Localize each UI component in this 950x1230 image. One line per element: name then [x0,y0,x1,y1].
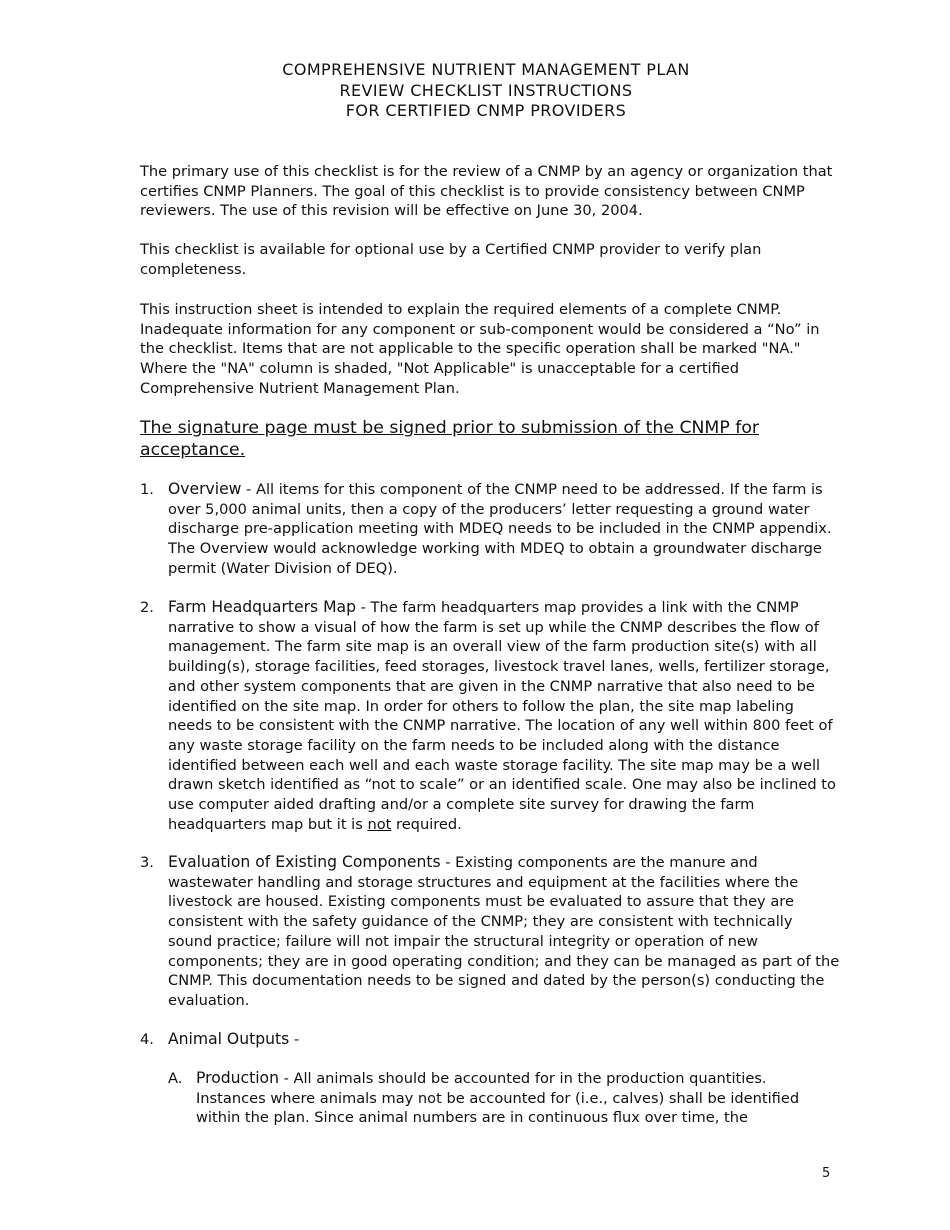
item-heading: Overview [168,480,242,498]
item-number: 3. [140,854,154,871]
sub-item-letter: A. [168,1070,183,1087]
list-item-evaluation-existing-components [140,853,840,1011]
page-number: 5 [822,1166,831,1181]
item-heading: Animal Outputs [168,1030,290,1048]
item-tail: required. [391,815,462,833]
sub-item-text: - All animals should be accounted for in the production quantities. Instances where animals may not be accounted for (i.e., calves) shall be identified within the plan. Since animal numbers are in continuous flux over time, the [196,1070,800,1127]
item-text: - Existing components are the manure and wastewater handling and storage structures and equipment at the facilities where the livestock are housed. Existing components must be evaluated to assure that they are consistent with the safety guidance of the CNMP; they are consistent with technically sound practice; failure will not impair the structural integrity or operation of new components; they are in good operating condition; and they can be managed as part of the CNMP. This documentation needs to be signed and dated by the person(s) conducting the evaluation. [168,854,840,1009]
sub-item-production [168,1069,828,1128]
title-line-3: FOR CERTIFIED CNMP PROVIDERS [345,101,627,120]
title-line-2: REVIEW CHECKLIST INSTRUCTIONS [339,80,633,100]
item-text: - All items for this component of the CNMP need to be addressed. If the farm is over 5,000 animal units, then a copy of the producers’ letter requesting a ground water discharge pre-application meeting with MDEQ needs to be included in the CNMP appendix. The Overview would acknowledge working with MDEQ to obtain a groundwater discharge permit (Water Division of DEQ). [168,481,832,577]
item-number: 2. [140,599,154,616]
item-heading: Evaluation of Existing Components [168,853,441,871]
item-emphasis: not [367,815,392,833]
document-title [0,60,950,122]
item-text: - [289,1031,300,1048]
intro-paragraph-3-text: This instruction sheet is intended to explain the required elements of a complete CNMP. Inadequate information for any component or sub-component would be considered a “No” in the checklist. Items that are not applicable to the specific operation shall be marked "NA." Where the "NA" column is shaded, "Not Applicable" is unacceptable for a certified Comprehensive Nutrient Management Plan. [140,301,820,397]
list-item-overview [140,480,840,579]
item-text: - The farm headquarters map provides a link with the CNMP narrative to show a visual of how the farm is set up while the CNMP describes the flow of management. The farm site map is an overall view of the farm production site(s) with all building(s), storage facilities, feed storages, livestock travel lanes, wells, fertilizer storage, and other system components that are given in the CNMP narrative that also need to be identified on the site map. In order for others to follow the plan, the site map labeling needs to be consistent with the CNMP narrative. The location of any well within 800 feet of any waste storage facility on the farm needs to be included along with the distance identified between each well and each waste storage facility. The site map may be a well drawn sketch identified as “not to scale” or an identified scale. One may also be inclined to use computer aided drafting and/or a complete site survey for drawing the farm headquarters map but it is [168,599,836,833]
intro-paragraph-3 [140,300,840,399]
intro-paragraph-2-text: This checklist is available for optional use by a Certified CNMP provider to verify plan completeness. [140,241,762,278]
signature-note: The signature page must be signed prior to submission of the CNMP for acceptance. [140,418,760,460]
sub-item-heading: Production [196,1069,279,1087]
item-heading: Farm Headquarters Map [168,598,357,616]
intro-paragraph-1-text: The primary use of this checklist is for the review of a CNMP by an agency or organization that certifies CNMP Planners. The goal of this checklist is to provide consistency between CNMP reviewers. The use of this revision will be effective on June 30, 2004. [140,163,833,220]
list-item-animal-outputs [140,1030,840,1050]
intro-paragraph-2 [140,240,840,279]
item-number: 4. [140,1031,154,1048]
list-item-farm-headquarters-map [140,598,840,834]
intro-paragraph-1 [140,162,840,221]
item-number: 1. [140,481,154,498]
title-line-1: COMPREHENSIVE NUTRIENT MANAGEMENT PLAN [282,60,690,79]
